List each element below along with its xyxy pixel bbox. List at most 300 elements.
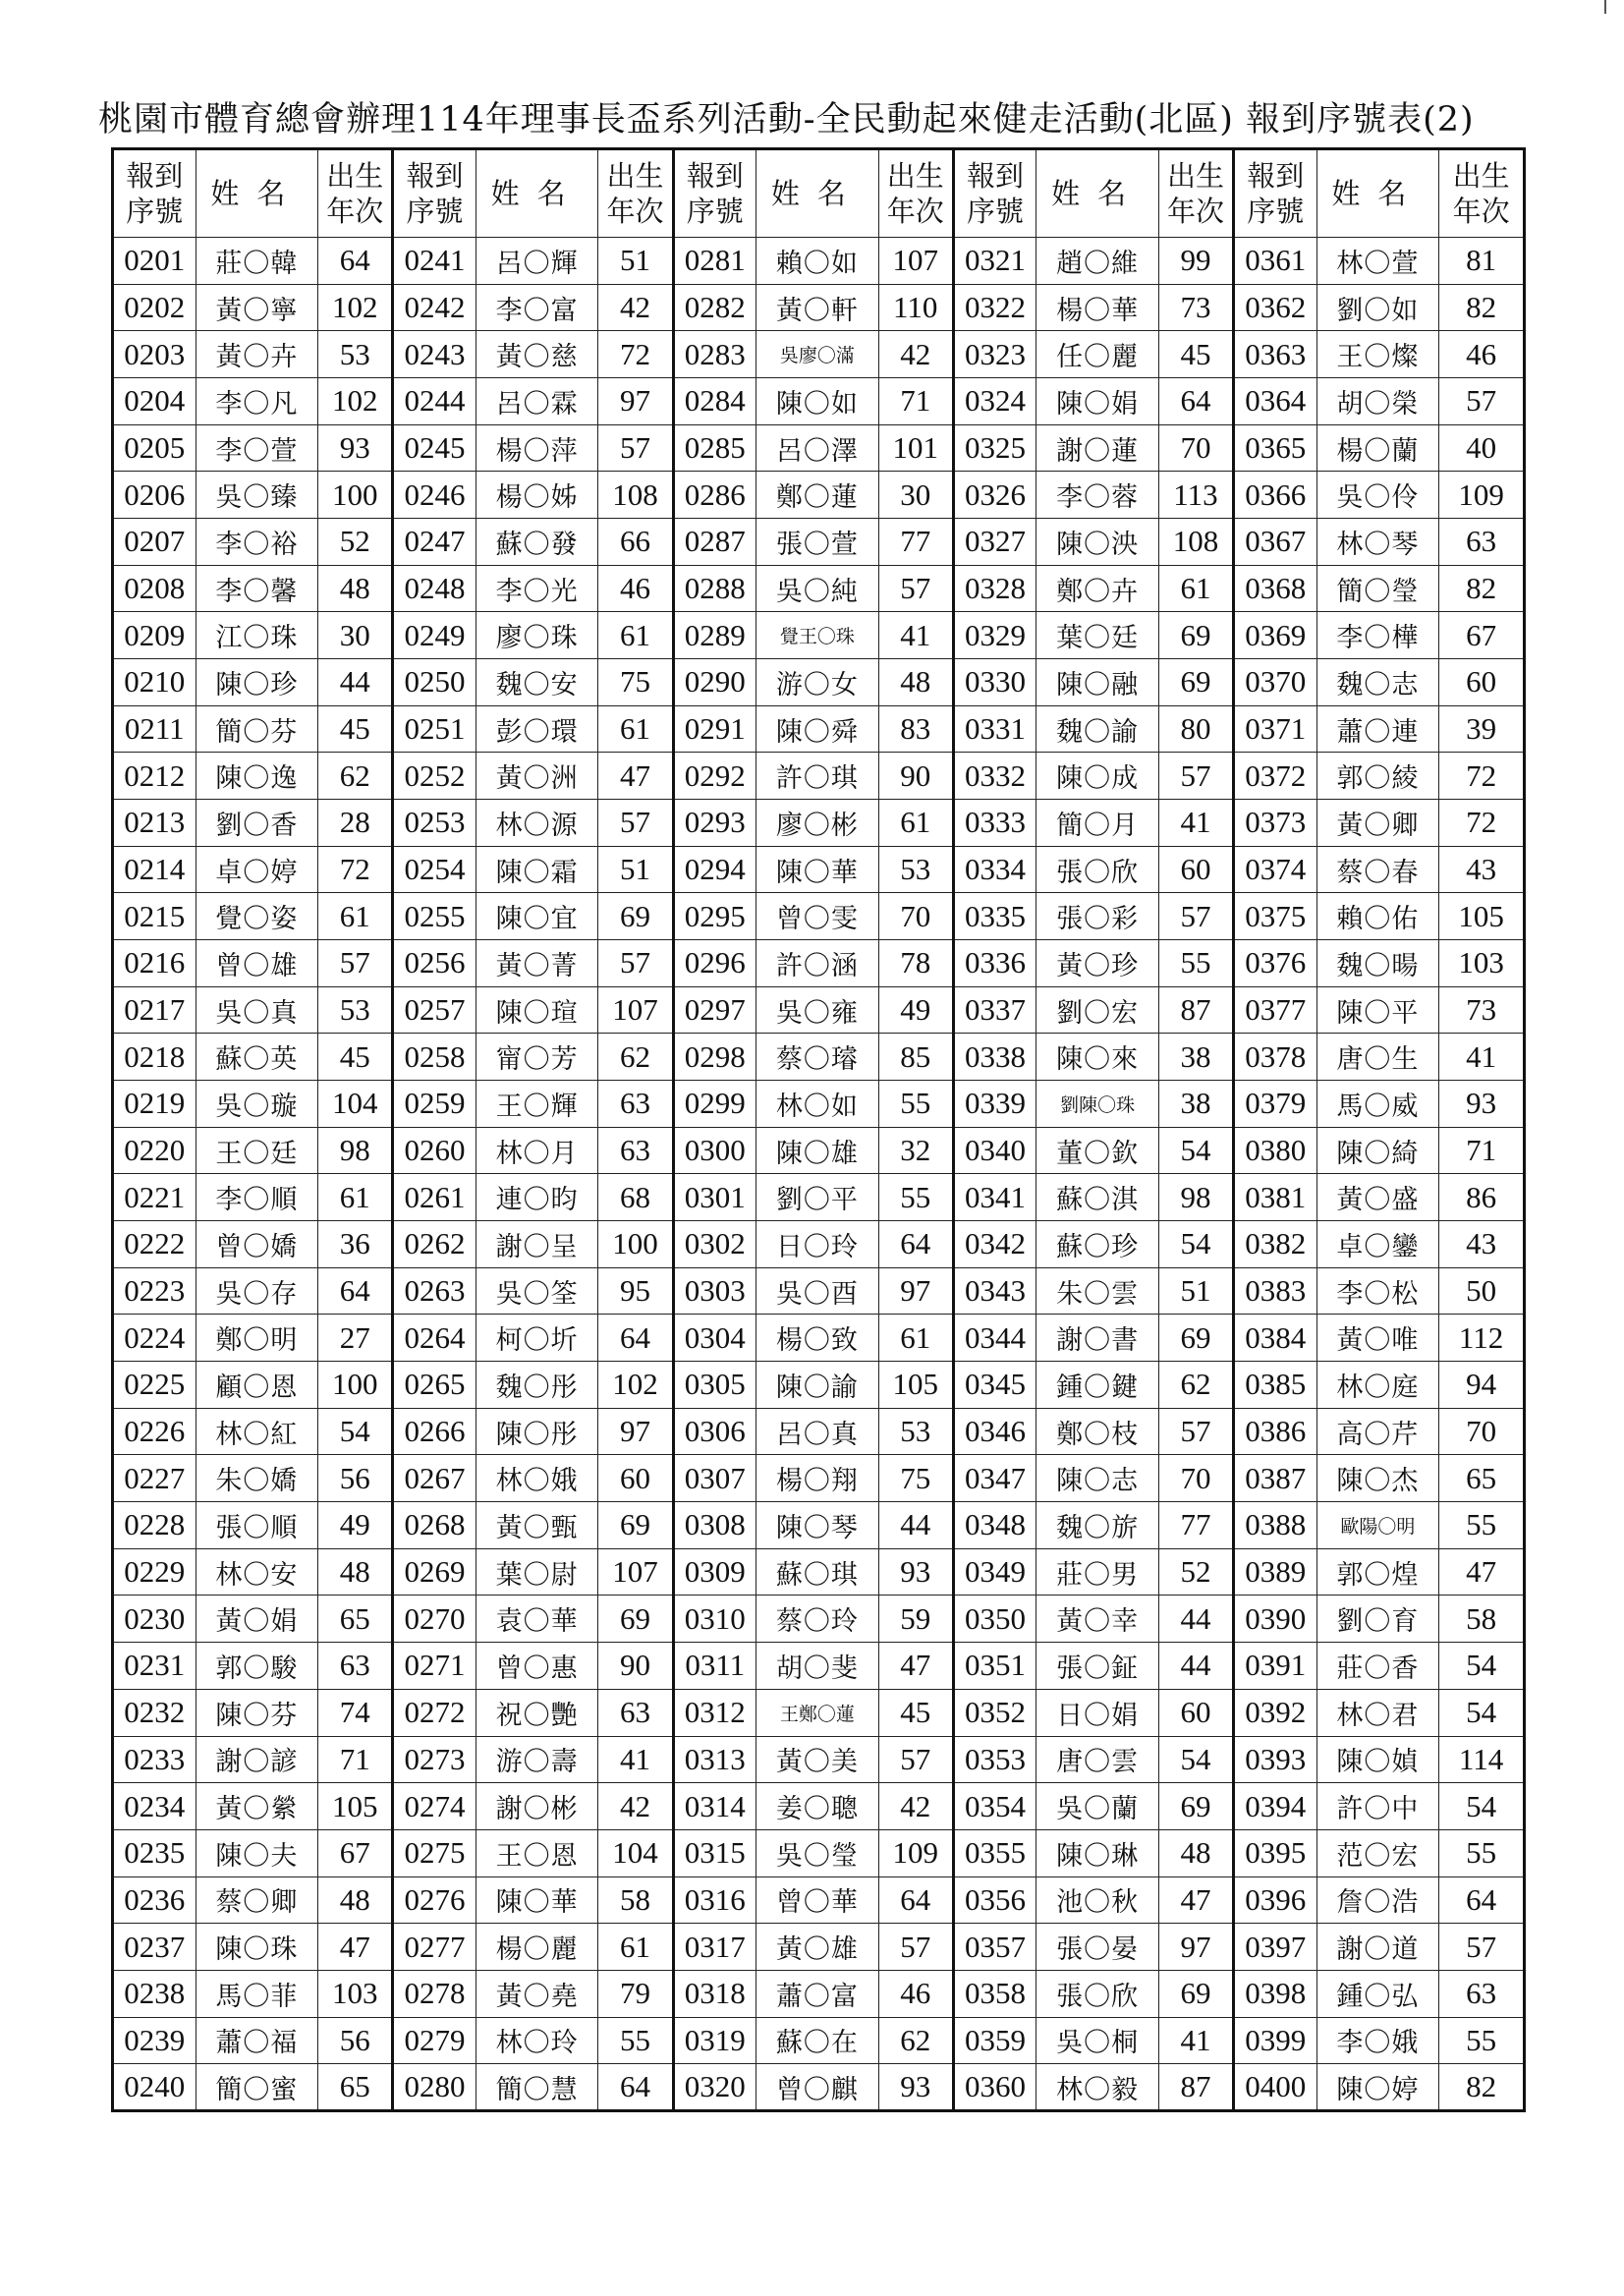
serial-number: 0325: [953, 424, 1036, 472]
participant-name: 陳〇宜: [476, 893, 598, 940]
participant-name: 李〇娥: [1316, 2017, 1439, 2064]
serial-number: 0354: [953, 1783, 1036, 1830]
serial-number: 0322: [953, 284, 1036, 331]
birth-year: 57: [318, 940, 393, 987]
serial-number: 0320: [673, 2064, 756, 2111]
birth-year: 104: [318, 1081, 393, 1128]
serial-number: 0307: [673, 1455, 756, 1502]
serial-number: 0235: [113, 1829, 196, 1876]
birth-year: 90: [878, 753, 953, 800]
birth-year: 44: [878, 1502, 953, 1549]
serial-number: 0229: [113, 1548, 196, 1596]
serial-number: 0243: [393, 331, 476, 378]
serial-number: 0282: [673, 284, 756, 331]
participant-name: 鍾〇弘: [1316, 1970, 1439, 2017]
serial-number: 0231: [113, 1643, 196, 1690]
birth-year: 47: [878, 1643, 953, 1690]
participant-name: 吳〇純: [756, 565, 879, 612]
birth-year: 82: [1439, 284, 1525, 331]
participant-name: 謝〇呈: [476, 1221, 598, 1268]
birth-year: 64: [1158, 378, 1233, 425]
serial-number: 0269: [393, 1548, 476, 1596]
birth-year: 57: [1158, 893, 1233, 940]
serial-number: 0373: [1234, 800, 1317, 847]
participant-name: 張〇欣: [1036, 846, 1159, 893]
table-row: [113, 1643, 1525, 1690]
serial-number: 0237: [113, 1924, 196, 1971]
birth-year-header: 出生 年次: [1439, 149, 1525, 238]
participant-name: 蔡〇卿: [196, 1876, 318, 1924]
serial-number: 0398: [1234, 1970, 1317, 2017]
participant-name: 日〇玲: [756, 1221, 879, 1268]
participant-name: 黃〇盛: [1316, 1174, 1439, 1221]
serial-number: 0329: [953, 612, 1036, 659]
serial-number: 0251: [393, 705, 476, 753]
serial-number: 0396: [1234, 1876, 1317, 1924]
birth-year: 61: [878, 1315, 953, 1362]
serial-number: 0285: [673, 424, 756, 472]
birth-year: 87: [1158, 986, 1233, 1034]
participant-name: 吳〇瑩: [756, 1829, 879, 1876]
serial-number: 0395: [1234, 1829, 1317, 1876]
serial-number: 0275: [393, 1829, 476, 1876]
serial-number: 0343: [953, 1267, 1036, 1315]
serial-number: 0351: [953, 1643, 1036, 1690]
participant-name: 陳〇如: [756, 378, 879, 425]
participant-name: 廖〇彬: [756, 800, 879, 847]
birth-year: 45: [318, 1034, 393, 1081]
roster-table: [111, 147, 1526, 2112]
birth-year: 62: [598, 1034, 673, 1081]
participant-name: 覺王〇珠: [756, 612, 879, 659]
header-row: [113, 149, 1525, 238]
participant-name: 林〇源: [476, 800, 598, 847]
participant-name: 彭〇環: [476, 705, 598, 753]
serial-number: 0287: [673, 519, 756, 566]
serial-number: 0225: [113, 1362, 196, 1409]
birth-year: 55: [598, 2017, 673, 2064]
birth-year: 45: [1158, 331, 1233, 378]
serial-number: 0353: [953, 1736, 1036, 1783]
table-row: [113, 1127, 1525, 1174]
participant-name: 日〇娟: [1036, 1689, 1159, 1736]
birth-year: 70: [878, 893, 953, 940]
participant-name: 胡〇榮: [1316, 378, 1439, 425]
participant-name: 黃〇雄: [756, 1924, 879, 1971]
birth-year: 67: [318, 1829, 393, 1876]
birth-year: 48: [318, 1548, 393, 1596]
serial-number: 0378: [1234, 1034, 1317, 1081]
birth-year: 105: [1439, 893, 1525, 940]
serial-number: 0333: [953, 800, 1036, 847]
serial-number: 0232: [113, 1689, 196, 1736]
serial-number: 0214: [113, 846, 196, 893]
participant-name: 王〇輝: [476, 1081, 598, 1128]
serial-header: 報到 序號: [393, 149, 476, 238]
participant-name: 呂〇霖: [476, 378, 598, 425]
birth-year: 64: [318, 238, 393, 285]
birth-year: 58: [1439, 1596, 1525, 1643]
participant-name: 詹〇浩: [1316, 1876, 1439, 1924]
roster-body: [113, 238, 1525, 2111]
participant-name: 黃〇堯: [476, 1970, 598, 2017]
birth-year: 42: [598, 284, 673, 331]
birth-year: 54: [318, 1408, 393, 1455]
serial-number: 0245: [393, 424, 476, 472]
serial-number: 0341: [953, 1174, 1036, 1221]
birth-year: 51: [598, 846, 673, 893]
serial-number: 0228: [113, 1502, 196, 1549]
serial-number: 0352: [953, 1689, 1036, 1736]
table-row: [113, 1455, 1525, 1502]
birth-year: 44: [318, 659, 393, 706]
birth-year: 69: [598, 1596, 673, 1643]
birth-year: 61: [318, 893, 393, 940]
table-row: [113, 753, 1525, 800]
serial-number: 0393: [1234, 1736, 1317, 1783]
participant-name: 鄭〇蓮: [756, 472, 879, 519]
birth-year: 63: [598, 1081, 673, 1128]
birth-year: 57: [1439, 1924, 1525, 1971]
birth-year: 42: [878, 1783, 953, 1830]
serial-number: 0400: [1234, 2064, 1317, 2111]
birth-year: 97: [1158, 1924, 1233, 1971]
birth-year: 98: [318, 1127, 393, 1174]
birth-year: 38: [1158, 1081, 1233, 1128]
table-row: [113, 893, 1525, 940]
participant-name: 顧〇恩: [196, 1362, 318, 1409]
participant-name: 曾〇惠: [476, 1643, 598, 1690]
serial-number: 0271: [393, 1643, 476, 1690]
participant-name: 楊〇致: [756, 1315, 879, 1362]
table-row: [113, 705, 1525, 753]
birth-year: 73: [1158, 284, 1233, 331]
table-row: [113, 1315, 1525, 1362]
participant-name: 黃〇洲: [476, 753, 598, 800]
birth-year: 77: [878, 519, 953, 566]
participant-name: 鍾〇鍵: [1036, 1362, 1159, 1409]
birth-year: 69: [1158, 1783, 1233, 1830]
participant-name: 魏〇暘: [1316, 940, 1439, 987]
birth-year: 93: [318, 424, 393, 472]
participant-name: 魏〇志: [1316, 659, 1439, 706]
serial-number: 0371: [1234, 705, 1317, 753]
participant-name: 蘇〇英: [196, 1034, 318, 1081]
table-row: [113, 2064, 1525, 2111]
page-corner-mark: [1604, 0, 1606, 14]
birth-year: 71: [1439, 1127, 1525, 1174]
birth-year: 55: [878, 1081, 953, 1128]
birth-year: 107: [598, 1548, 673, 1596]
serial-number: 0204: [113, 378, 196, 425]
serial-number: 0242: [393, 284, 476, 331]
serial-number: 0360: [953, 2064, 1036, 2111]
participant-name: 黃〇娟: [196, 1596, 318, 1643]
participant-name: 魏〇安: [476, 659, 598, 706]
birth-year: 70: [1439, 1408, 1525, 1455]
table-row: [113, 986, 1525, 1034]
participant-name: 趙〇維: [1036, 238, 1159, 285]
participant-name: 劉陳〇珠: [1036, 1081, 1159, 1128]
serial-number: 0385: [1234, 1362, 1317, 1409]
participant-name: 李〇順: [196, 1174, 318, 1221]
serial-number: 0226: [113, 1408, 196, 1455]
birth-year: 64: [878, 1876, 953, 1924]
serial-number: 0310: [673, 1596, 756, 1643]
serial-number: 0220: [113, 1127, 196, 1174]
birth-year: 64: [878, 1221, 953, 1268]
birth-year: 62: [318, 753, 393, 800]
participant-name: 簡〇瑩: [1316, 565, 1439, 612]
serial-number: 0294: [673, 846, 756, 893]
birth-year: 45: [318, 705, 393, 753]
serial-number: 0300: [673, 1127, 756, 1174]
birth-year: 57: [878, 1924, 953, 1971]
birth-year: 61: [878, 800, 953, 847]
participant-name: 李〇蓉: [1036, 472, 1159, 519]
birth-year: 69: [1158, 1970, 1233, 2017]
birth-year: 105: [878, 1362, 953, 1409]
participant-name: 覺〇姿: [196, 893, 318, 940]
participant-name: 林〇玲: [476, 2017, 598, 2064]
serial-number: 0339: [953, 1081, 1036, 1128]
birth-year: 65: [1439, 1455, 1525, 1502]
birth-year: 72: [318, 846, 393, 893]
birth-year: 51: [598, 238, 673, 285]
birth-year: 61: [318, 1174, 393, 1221]
participant-name: 董〇欽: [1036, 1127, 1159, 1174]
birth-year: 67: [1439, 612, 1525, 659]
serial-number: 0246: [393, 472, 476, 519]
birth-year: 42: [598, 1783, 673, 1830]
table-row: [113, 238, 1525, 285]
participant-name: 張〇順: [196, 1502, 318, 1549]
table-row: [113, 1408, 1525, 1455]
birth-year: 93: [1439, 1081, 1525, 1128]
birth-year: 57: [1158, 753, 1233, 800]
birth-year: 49: [318, 1502, 393, 1549]
table-row: [113, 846, 1525, 893]
participant-name: 王鄭〇蓮: [756, 1689, 879, 1736]
serial-number: 0277: [393, 1924, 476, 1971]
serial-number: 0336: [953, 940, 1036, 987]
birth-year: 97: [878, 1267, 953, 1315]
page-title: 桃園市體育總會辦理114年理事長盃系列活動-全民動起來健走活動(北區) 報到序號表(2): [98, 100, 1475, 140]
participant-name: 卓〇鑾: [1316, 1221, 1439, 1268]
table-row: [113, 659, 1525, 706]
birth-year: 83: [878, 705, 953, 753]
table-row: [113, 284, 1525, 331]
serial-number: 0358: [953, 1970, 1036, 2017]
birth-year: 80: [1158, 705, 1233, 753]
birth-year: 100: [598, 1221, 673, 1268]
birth-year: 60: [1439, 659, 1525, 706]
serial-number: 0281: [673, 238, 756, 285]
birth-year: 28: [318, 800, 393, 847]
participant-name: 劉〇平: [756, 1174, 879, 1221]
birth-year: 63: [318, 1643, 393, 1690]
birth-year: 72: [1439, 753, 1525, 800]
serial-number: 0390: [1234, 1596, 1317, 1643]
participant-name: 鄭〇卉: [1036, 565, 1159, 612]
serial-number: 0270: [393, 1596, 476, 1643]
participant-name: 胡〇斐: [756, 1643, 879, 1690]
serial-number: 0313: [673, 1736, 756, 1783]
serial-number: 0258: [393, 1034, 476, 1081]
birth-year: 93: [878, 1548, 953, 1596]
birth-year: 64: [1439, 1876, 1525, 1924]
participant-name: 吳〇桐: [1036, 2017, 1159, 2064]
birth-year: 114: [1439, 1736, 1525, 1783]
participant-name: 祝〇艷: [476, 1689, 598, 1736]
participant-name: 林〇如: [756, 1081, 879, 1128]
serial-number: 0288: [673, 565, 756, 612]
table-row: [113, 472, 1525, 519]
serial-number: 0376: [1234, 940, 1317, 987]
participant-name: 莊〇香: [1316, 1643, 1439, 1690]
participant-name: 卓〇婷: [196, 846, 318, 893]
birth-year: 86: [1439, 1174, 1525, 1221]
serial-number: 0304: [673, 1315, 756, 1362]
birth-year: 53: [878, 1408, 953, 1455]
serial-number: 0388: [1234, 1502, 1317, 1549]
serial-number: 0335: [953, 893, 1036, 940]
birth-year: 103: [318, 1970, 393, 2017]
serial-number: 0252: [393, 753, 476, 800]
table-row: [113, 1362, 1525, 1409]
table-row: [113, 1689, 1525, 1736]
participant-name: 呂〇澤: [756, 424, 879, 472]
participant-name: 陳〇舜: [756, 705, 879, 753]
serial-number: 0272: [393, 1689, 476, 1736]
participant-name: 莊〇男: [1036, 1548, 1159, 1596]
participant-name: 池〇秋: [1036, 1876, 1159, 1924]
birth-year: 47: [1158, 1876, 1233, 1924]
birth-year: 79: [598, 1970, 673, 2017]
participant-name: 李〇光: [476, 565, 598, 612]
serial-number: 0238: [113, 1970, 196, 2017]
birth-year: 82: [1439, 565, 1525, 612]
participant-name: 賴〇佑: [1316, 893, 1439, 940]
name-header: 姓名: [756, 149, 879, 238]
serial-number: 0224: [113, 1315, 196, 1362]
participant-name: 魏〇旂: [1036, 1502, 1159, 1549]
birth-year: 48: [318, 565, 393, 612]
birth-year: 52: [318, 519, 393, 566]
birth-year: 53: [878, 846, 953, 893]
participant-name: 蔡〇璿: [756, 1034, 879, 1081]
participant-name: 李〇馨: [196, 565, 318, 612]
birth-year: 65: [318, 2064, 393, 2111]
serial-number: 0223: [113, 1267, 196, 1315]
participant-name: 陳〇珍: [196, 659, 318, 706]
participant-name: 李〇富: [476, 284, 598, 331]
serial-number: 0249: [393, 612, 476, 659]
birth-year: 57: [598, 424, 673, 472]
birth-year: 30: [878, 472, 953, 519]
birth-year: 107: [878, 238, 953, 285]
participant-name: 曾〇雄: [196, 940, 318, 987]
participant-name: 張〇鉦: [1036, 1643, 1159, 1690]
birth-year: 64: [598, 2064, 673, 2111]
birth-year: 41: [598, 1736, 673, 1783]
serial-number: 0302: [673, 1221, 756, 1268]
serial-number: 0319: [673, 2017, 756, 2064]
birth-year: 60: [598, 1455, 673, 1502]
participant-name: 朱〇雲: [1036, 1267, 1159, 1315]
participant-name: 謝〇道: [1316, 1924, 1439, 1971]
serial-number: 0264: [393, 1315, 476, 1362]
serial-number: 0389: [1234, 1548, 1317, 1596]
table-row: [113, 378, 1525, 425]
birth-year: 82: [1439, 2064, 1525, 2111]
birth-year: 95: [598, 1267, 673, 1315]
participant-name: 李〇樺: [1316, 612, 1439, 659]
participant-name: 陳〇志: [1036, 1455, 1159, 1502]
participant-name: 陳〇來: [1036, 1034, 1159, 1081]
table-row: [113, 1783, 1525, 1830]
birth-year: 54: [1158, 1736, 1233, 1783]
participant-name: 陳〇珠: [196, 1924, 318, 1971]
serial-number: 0323: [953, 331, 1036, 378]
participant-name: 鄭〇枝: [1036, 1408, 1159, 1455]
serial-number: 0305: [673, 1362, 756, 1409]
serial-number: 0392: [1234, 1689, 1317, 1736]
serial-number: 0314: [673, 1783, 756, 1830]
table-row: [113, 1970, 1525, 2017]
participant-name: 郭〇駿: [196, 1643, 318, 1690]
birth-year: 27: [318, 1315, 393, 1362]
birth-year-header: 出生 年次: [598, 149, 673, 238]
participant-name: 林〇月: [476, 1127, 598, 1174]
serial-number: 0289: [673, 612, 756, 659]
serial-number: 0331: [953, 705, 1036, 753]
serial-number: 0211: [113, 705, 196, 753]
serial-number: 0311: [673, 1643, 756, 1690]
participant-name: 吳〇蘭: [1036, 1783, 1159, 1830]
birth-year: 62: [878, 2017, 953, 2064]
serial-number: 0266: [393, 1408, 476, 1455]
table-row: [113, 1034, 1525, 1081]
serial-number: 0274: [393, 1783, 476, 1830]
participant-name: 陳〇諭: [756, 1362, 879, 1409]
birth-year: 48: [1158, 1829, 1233, 1876]
participant-name: 李〇松: [1316, 1267, 1439, 1315]
participant-name: 高〇芹: [1316, 1408, 1439, 1455]
serial-number: 0342: [953, 1221, 1036, 1268]
birth-year: 72: [1439, 800, 1525, 847]
serial-number: 0207: [113, 519, 196, 566]
birth-year-header: 出生 年次: [1158, 149, 1233, 238]
participant-name: 謝〇彬: [476, 1783, 598, 1830]
serial-number: 0340: [953, 1127, 1036, 1174]
serial-number: 0262: [393, 1221, 476, 1268]
serial-number: 0240: [113, 2064, 196, 2111]
serial-number: 0297: [673, 986, 756, 1034]
serial-number: 0292: [673, 753, 756, 800]
birth-year: 107: [598, 986, 673, 1034]
serial-number: 0316: [673, 1876, 756, 1924]
participant-name: 連〇昀: [476, 1174, 598, 1221]
birth-year: 43: [1439, 1221, 1525, 1268]
serial-number: 0356: [953, 1876, 1036, 1924]
participant-name: 葉〇尉: [476, 1548, 598, 1596]
participant-name: 唐〇雲: [1036, 1736, 1159, 1783]
participant-name: 林〇萱: [1316, 238, 1439, 285]
serial-number: 0382: [1234, 1221, 1317, 1268]
participant-name: 楊〇麗: [476, 1924, 598, 1971]
serial-number: 0265: [393, 1362, 476, 1409]
